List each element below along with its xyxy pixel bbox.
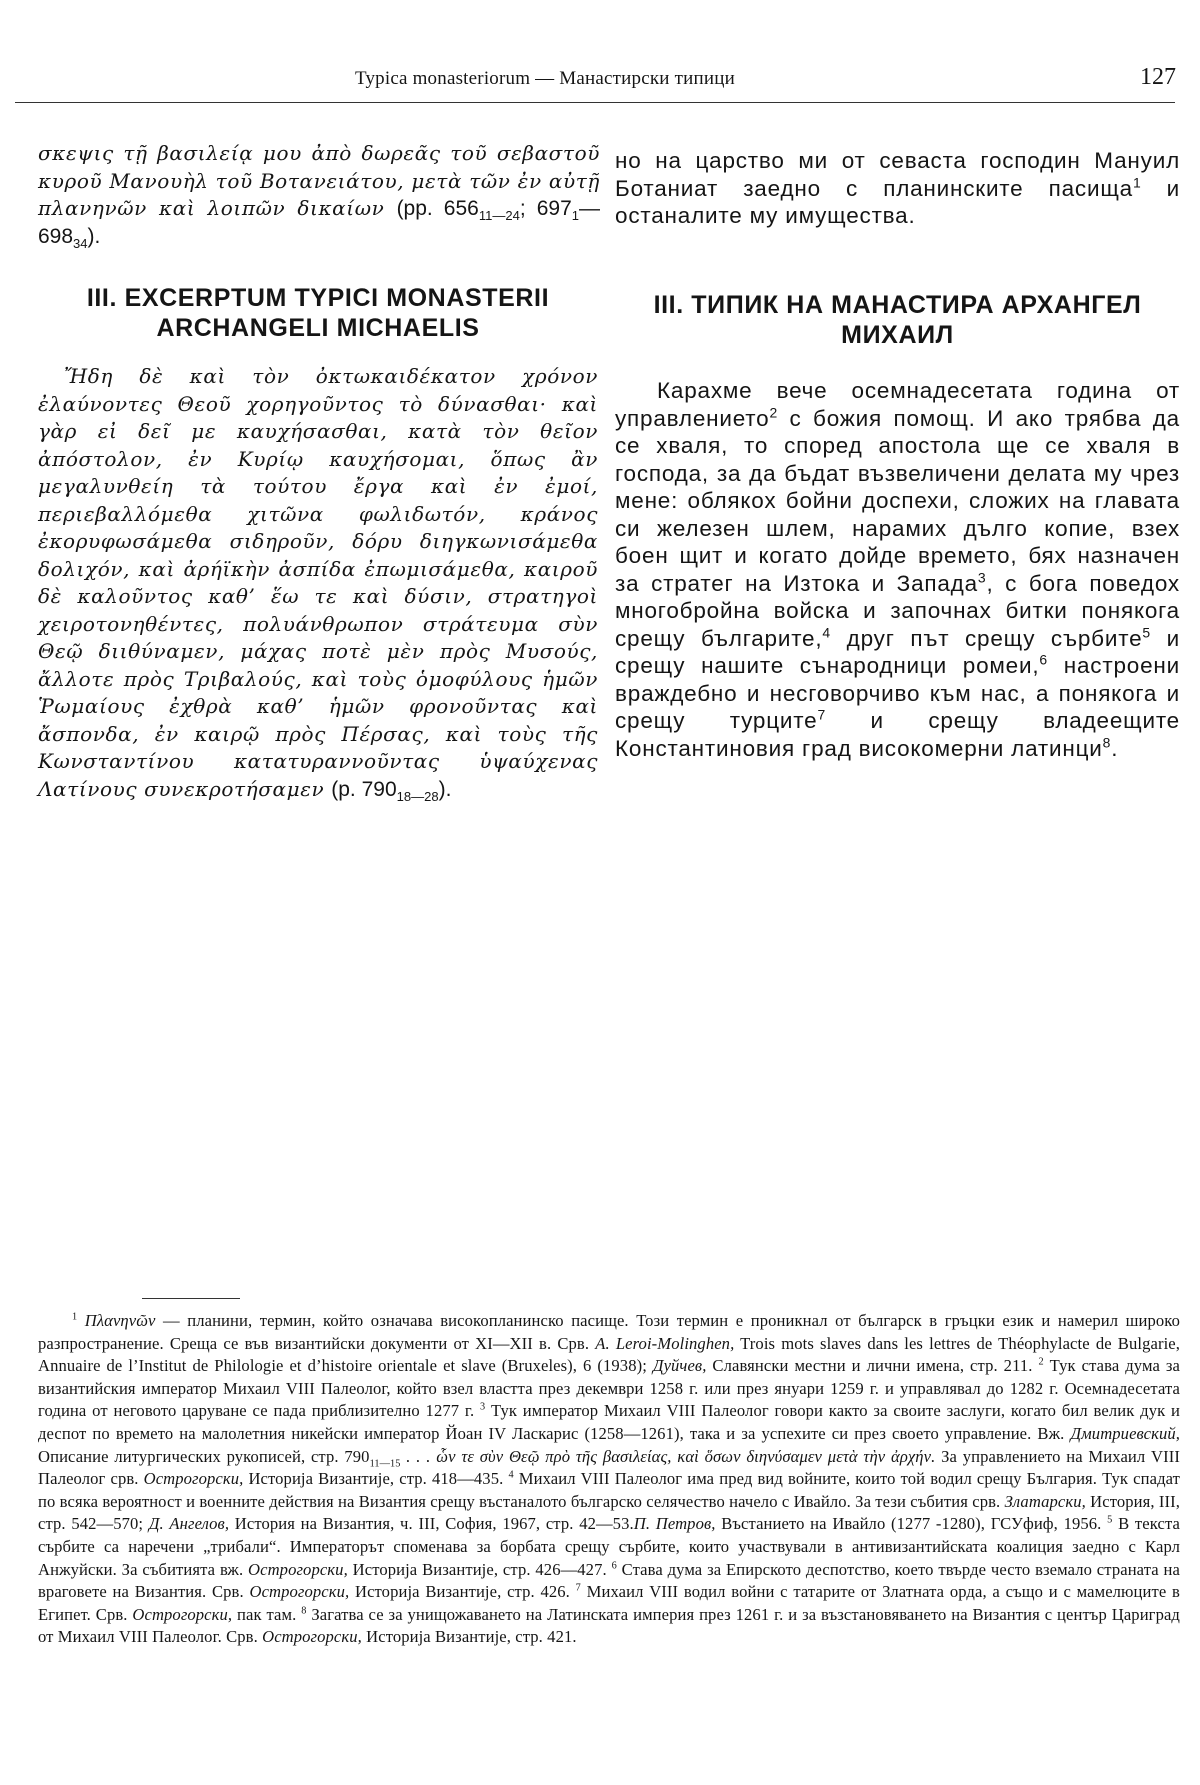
footnote-mark-4: 4 — [508, 1469, 514, 1481]
greek-main-paragraph — [38, 363, 598, 803]
greek-main-reference: (p. $790_{18—28}$). — [331, 777, 452, 804]
footnote-mark-6: 6 — [611, 1560, 617, 1571]
header-rule — [15, 102, 1175, 103]
footnote-mark-3: 3 — [480, 1401, 486, 1413]
footnote-rule — [142, 1298, 240, 1299]
footnote-ref-2: 2 — [769, 404, 779, 420]
footnote-mark-2: 2 — [1038, 1356, 1044, 1368]
greek-intro-reference: (pp. $656_{11—24}$; $697_1—698_{34}$). — [38, 197, 600, 251]
greek-intro-paragraph — [38, 140, 600, 250]
greek-intro-text: σκεψις τῇ βασιλείᾳ μου ἀπὸ δωρεᾶς τοῦ σεβαστοῦ κυροῦ Μανουὴλ τοῦ Βοτανειάτου, μετὰ τῶν ἐν αὐτῇ πλανηνῶν καὶ λοιπῶν δικαίων — [38, 141, 600, 220]
bulgarian-intro-paragraph: но на царство ми от севаста господин Мануил Ботаниат заедно с планинските пасища$^1$ и останалите му имущества. — [615, 148, 1181, 228]
bulgarian-main-paragraph: Карахме вече осемнадесетата година от управлението$^2$ с божия помощ. И ако трябва да се хваля, то според апостола ще се хваля в господа, за да бъдат възвеличени делата му чрез мене: облякох бойни доспехи, сложих на главата си железен шлем, нарамих дълго копие, взех боен щит и когато дойде времето, бях назначен за стратег на Изтока и Запада$^3$, с бога поведох многобройна войска и започнах битки понякога срещу българите,$^4$ друг път срещу сърбите$^5$ и срещу нашите сънародници ромеи,$^6$ настроени враждебно и несговорчиво към нас, а понякога и срещу турците$^7$ и срещу владеещите Константиновия град високомерни латинци$^8$. — [615, 378, 1180, 761]
greek-main-text: Ἤδη δὲ καὶ τὸν ὀκτωκαιδέκατον χρόνον ἐλαύνοντες Θεοῦ χορηγοῦντος τὸ δύνασθαι· καὶ γὰρ εἰ δεῖ με καυχήσασθαι, κατὰ τὸν θεῖον ἀπόστολον, ἐν Κυρίῳ καυχήσομαι, ὅπως ἂν μεγαλυνθείη τὰ τούτου ἔργα καὶ ἐν ἐμοί, περιεβαλλόμεθα χιτῶνα φωλιδωτόν, κράνος ἐκορυφωσάμεθα σιδηροῦν, δόρυ διηγκωνισάμεθα δολιχόν, καὶ ἀρήϊκὴν ἀσπίδα ἐπωμισάμεθα, καιροῦ δὲ καλοῦντος καθ’ ἕω τε καὶ δύσιν, στρατηγοὶ χειροτονηθέντες, πολυάνθρωπον στράτευμα σὺν Θεῷ διιθύναμεν, μάχας ποτὲ μὲν πρὸς Μυσούς, ἄλλοτε πρὸς Τριβαλούς, καὶ τοὺς ὁμοφύλους ἡμῶν Ῥωμαίους ἐχθρὰ καθ’ ἡμῶν φρονοῦντας καὶ ἄσπονδα, ἐν καιρῷ πρὸς Πέρσας, καὶ τοὺς τῆς Κωνσταντίνου κατατυραννοῦντας ὑψαύχενας Λατίνους συνεκροτήσαμεν — [38, 364, 598, 801]
footnote-ref-8: 8 — [1102, 734, 1112, 750]
footnotes-block — [38, 1310, 1180, 1649]
running-title: Typica monasteriorum — Манастирски типици — [355, 68, 735, 89]
footnote-ref-6: 6 — [1039, 651, 1048, 668]
footnotes-text: $^1$ Πλανηνῶν — планини, термин, който означава високопланинско пасище. Този термин е проникнал от българск в гръцки език и намерил широко разпространение. Среща се във византийски документи от XI—XII в. Срв. A. Leroi-Molinghen, Trois mots slaves dans les lettres de Théophylacte de Bulgarie, Annuaire de l’Institut de Philologie et d’histoire orientale et slave (Bruxeles), 6 (1938); Дуйчев, Славянски местни и лични имена, стр. 211. $^2$ Тук става дума за византийския император Михаил VIII Палеолог, който взел властта през декември 1258 г. или през януари 1259 г. и управлявал до 1282 г. Осемнадесетата година от неговото царуване се пада приблизително 1277 г. $^3$ Тук император Михаил VIII Палеолог говори както за своите заслуги, когато бил велик дук и деспот по времето на малолетния никейски император Йоан IV Ласкарис (1258—1261), така и за успехите си през своето управление. Вж. Дмитриевский, Описание литургических рукописей, стр. $790_{11—15}$ . . . ὧν τε σὺν Θεῷ πρὸ τῆς βασιλείας, καὶ ὅσων διηνύσαμεν μετὰ τὴν ἀρχήν. За управлението на Михаил VIII Палеолог срв. Острогорски, Историја Византије, стр. 418—435. $^4$ Михаил VIII Палеолог има пред вид войните, които той водил срещу България. Тук спадат по всяка вероятност и военните действия на Византия срещу въстаналото българско селячество начело с Ивайло. За тези събития срв. Златарски, История, III, стр. 542—570; Д. Ангелов, История на Византия, ч. III, София, 1967, стр. 42—53.П. Петров, Въстанието на Ивайло (1277 -1280), ГСУфиф, 1956. $^5$ В текста сърбите са наречени „трибали“. Императорът споменава за борбата срещу сърбите, които участвували в антивизантийската коалиция заедно с Карл Анжуйски. За събитията вж. Острогорски, Историја Византије, стр. 426—427. $^6$ Става дума за Епирското деспотство, което твърде често вземало страната на враговете на Византия. Срв. Острогорски, Историја Византије, стр. 426. $^7$ Михаил VIII водил войни с татарите от Златната орда, а също и с мамелюците в Египет. Срв. Острогорски, пак там. $^8$ Загатва се за унищожаването на Латинската империя през 1261 г. и за възстановяването на Византия с център Цариград от Михаил VIII Палеолог. Срв. Острогорски, Историја Византије, стр. 421. — [38, 1311, 1181, 1647]
page-number: 127 — [1140, 64, 1176, 90]
footnote-mark-5: 5 — [1107, 1514, 1113, 1526]
footnote-ref-7: 7 — [817, 706, 827, 723]
bulgarian-section-heading: III. ТИПИК НА МАНАСТИРА АРХАНГЕЛ МИХАИЛ — [653, 291, 1142, 349]
footnote-ref-5: 5 — [1142, 624, 1151, 640]
footnote-mark-1: 1 — [72, 1311, 78, 1323]
footnote-ref-4: 4 — [822, 624, 831, 640]
footnote-ref-1: 1 — [1132, 174, 1142, 190]
footnote-mark-8: 8 — [301, 1605, 307, 1617]
running-head — [0, 64, 1200, 104]
footnote-ref-3: 3 — [977, 569, 987, 585]
footnote-mark-7: 7 — [575, 1582, 581, 1594]
latin-section-heading: III. EXCERPTUM TYPICI MONASTERII ARCHANGELI MICHAELIS — [86, 284, 550, 342]
